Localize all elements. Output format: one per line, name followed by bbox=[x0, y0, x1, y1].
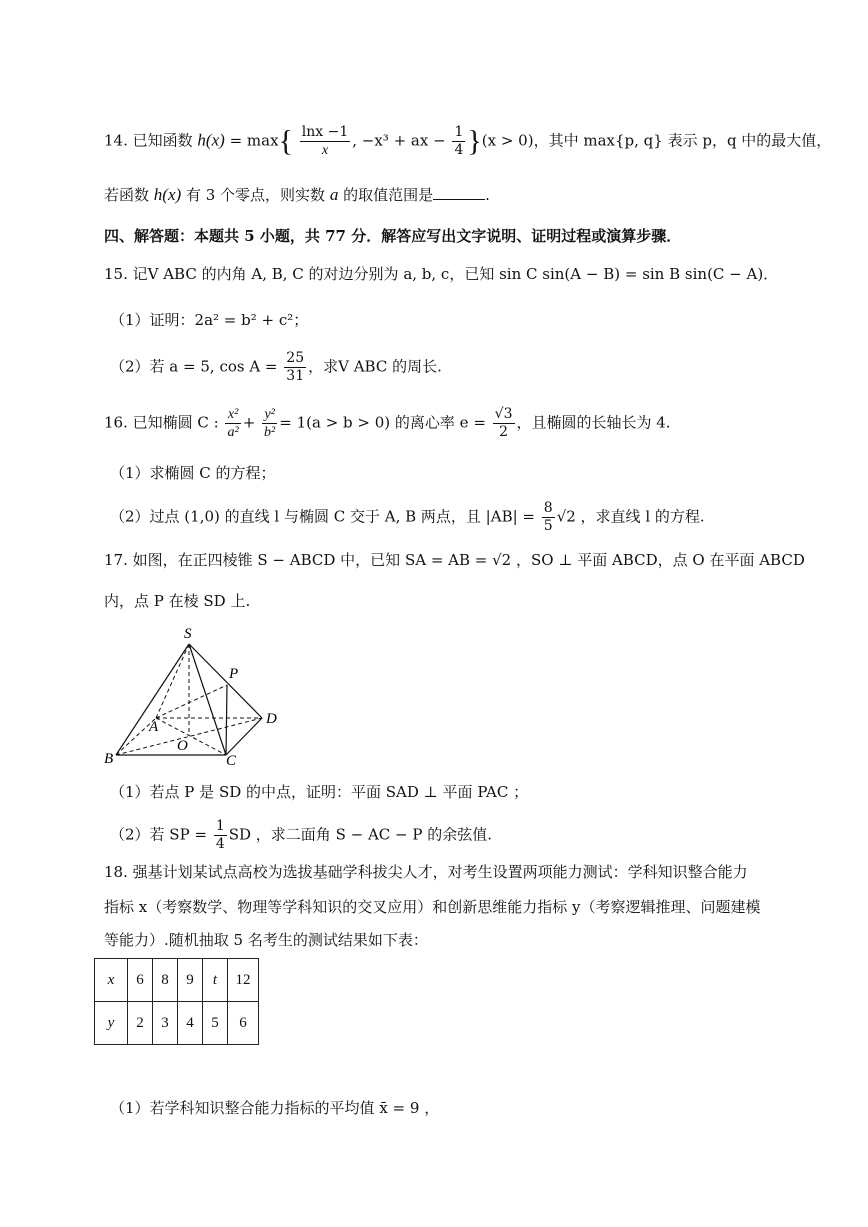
q14-max: max bbox=[246, 131, 279, 150]
edge-SD bbox=[189, 644, 262, 718]
q18-part1: （1）若学科知识整合能力指标的平均值 x̄ = 9 ， bbox=[110, 1099, 440, 1117]
table-cell: 8 bbox=[153, 959, 178, 1002]
table-cell: 6 bbox=[128, 959, 153, 1002]
label-O: O bbox=[177, 738, 188, 754]
q14-fraction-ln bbox=[300, 124, 350, 159]
q14-fraction-quarter bbox=[452, 124, 465, 159]
q17-part1: （1）若点 P 是 SD 的中点，证明：平面 SAD ⊥ 平面 PAC ； bbox=[110, 783, 529, 801]
section-4-header: 四、解答题：本题共 5 小题，共 77 分．解答应写出文字说明、证明过程或演算步骤． bbox=[104, 227, 682, 245]
q16-frac-x bbox=[225, 406, 240, 441]
q14-intro: 已知函数 bbox=[132, 131, 193, 150]
pyramid-figure bbox=[100, 622, 290, 772]
q17-line1: 17. 如图，在正四棱锥 S − ABCD 中，已知 SA = AB = √2 ，SO ⊥ 平面 ABCD，点 O 在平面 ABCD bbox=[104, 551, 805, 569]
q17-fraction bbox=[214, 818, 227, 853]
q16-line1 bbox=[104, 406, 671, 441]
q16-a: 16. 已知椭圆 C : bbox=[104, 413, 219, 432]
q16-f2-den: b² bbox=[264, 425, 276, 440]
q18-line1: 18. 强基计划某试点高校为选拔基础学科拔尖人才，对考生设置两项能力测试：学科知识整合能力 bbox=[104, 863, 748, 881]
table-row-x bbox=[95, 959, 259, 1002]
table-cell: 3 bbox=[153, 1002, 178, 1045]
q14-line2c: 的取值范围是 bbox=[343, 186, 434, 204]
q14-condition: (x > 0) bbox=[481, 131, 534, 150]
label-B: B bbox=[104, 751, 114, 767]
q16-p2b: √2 ，求直线 l 的方程. bbox=[556, 507, 705, 526]
q15-frac-num: 25 bbox=[286, 350, 305, 366]
edge-CD bbox=[226, 718, 262, 755]
q16-p2-num: 8 bbox=[543, 500, 553, 516]
q16-frac-y bbox=[262, 406, 277, 441]
answer-blank bbox=[433, 185, 485, 200]
q15-p2a: （2）若 a = 5, cos A = bbox=[110, 357, 278, 376]
q16-p2a: （2）过点 (1,0) 的直线 l 与椭圆 C 交于 A, B 两点，且 |AB| = bbox=[110, 507, 535, 526]
q14-mid: , −x³ + ax − bbox=[352, 131, 446, 150]
q16-frac-ab bbox=[542, 500, 555, 535]
q14-line2b: 有 3 个零点，则实数 bbox=[185, 186, 326, 204]
q15-fraction bbox=[284, 350, 306, 385]
q16-frac-e bbox=[493, 406, 515, 441]
q14-frac-num: lnx −1 bbox=[301, 124, 349, 140]
q16-e-den: 2 bbox=[499, 424, 509, 440]
q15-frac-den: 31 bbox=[286, 368, 305, 384]
q17-line2: 内，点 P 在棱 SD 上. bbox=[104, 592, 251, 610]
q16-b: = 1(a > b > 0) 的离心率 e = bbox=[279, 413, 486, 432]
q14-period: . bbox=[485, 186, 490, 204]
q18-line3: 等能力）.随机抽取 5 名考生的测试结果如下表： bbox=[104, 931, 428, 949]
table-cell: t bbox=[203, 959, 228, 1002]
q15-part2 bbox=[110, 350, 442, 385]
q16-e-num: √3 bbox=[494, 406, 513, 422]
q14-tail: ，其中 max{p, q} 表示 p，q 中的最大值， bbox=[533, 131, 832, 150]
q16-part2 bbox=[110, 500, 705, 535]
q15-line1: 15. 记V ABC 的内角 A, B, C 的对边分别为 a, b, c，已知 sin C sin(A − B) = sin B sin(C − A)． bbox=[104, 265, 779, 283]
q15-p2b: ，求V ABC 的周长. bbox=[308, 357, 442, 376]
edge-SA bbox=[156, 644, 189, 718]
q16-f1-den: a² bbox=[227, 425, 239, 440]
table-row-y bbox=[95, 1002, 259, 1045]
q16-plus: + bbox=[242, 413, 256, 432]
segment-PC bbox=[226, 685, 227, 755]
q14-line2: 若函数 h(x) 有 3 个零点，则实数 a 的取值范围是 . bbox=[104, 185, 490, 204]
q17-frac-num: 1 bbox=[215, 818, 225, 834]
table-cell: 5 bbox=[203, 1002, 228, 1045]
q16-f2-num: y² bbox=[262, 406, 277, 424]
q16-c: ，且椭圆的长轴长为 4. bbox=[516, 413, 671, 432]
table-cell: 9 bbox=[178, 959, 203, 1002]
table-cell: 2 bbox=[128, 1002, 153, 1045]
q14-frac2-num: 1 bbox=[454, 124, 464, 140]
label-A: A bbox=[149, 719, 159, 735]
q14-frac-den: x bbox=[321, 143, 329, 158]
q14-line2a: 若函数 bbox=[104, 186, 150, 204]
q14-x: x bbox=[211, 130, 220, 150]
table-cell: 4 bbox=[178, 1002, 203, 1045]
label-S: S bbox=[184, 626, 192, 642]
q16-f1-num: x² bbox=[225, 406, 240, 424]
table-cell: 6 bbox=[228, 1002, 259, 1045]
q17-p2b: SD ，求二面角 S − AC − P 的余弦值. bbox=[228, 825, 492, 844]
q16-part1: （1）求椭圆 C 的方程； bbox=[110, 464, 276, 482]
segment-AP bbox=[156, 685, 227, 718]
q17-frac-den: 4 bbox=[215, 836, 225, 852]
table-cell: 12 bbox=[228, 959, 259, 1002]
q14-line1: 14. 已知函数 h(x) = max{ $\frac{\ln x -1}{x}$ , −x³ + ax − $\frac{1}{4}$ }(x > 0)，其中 max{p, q} 表示 p，q 中的最大值， bbox=[104, 124, 832, 158]
label-P: P bbox=[229, 666, 239, 682]
q18-line2: 指标 x（考察数学、物理等学科知识的交叉应用）和创新思维能力指标 y（考察逻辑推理、问题建模 bbox=[104, 898, 761, 916]
q14-a: a bbox=[329, 185, 339, 204]
q15-part1: （1）证明：2a² = b² + c²； bbox=[110, 311, 309, 329]
label-C: C bbox=[226, 753, 237, 769]
q14-h: h bbox=[197, 130, 206, 150]
table-cell: x bbox=[95, 959, 128, 1002]
q16-p2-den: 5 bbox=[543, 518, 553, 534]
label-D: D bbox=[266, 711, 277, 727]
q14-number: 14. bbox=[104, 131, 133, 150]
q14-frac2-den: 4 bbox=[454, 142, 464, 158]
table-cell: y bbox=[95, 1002, 128, 1045]
q17-part2 bbox=[110, 818, 492, 853]
data-table bbox=[94, 958, 259, 1045]
q17-p2a: （2）若 SP = bbox=[110, 825, 208, 844]
